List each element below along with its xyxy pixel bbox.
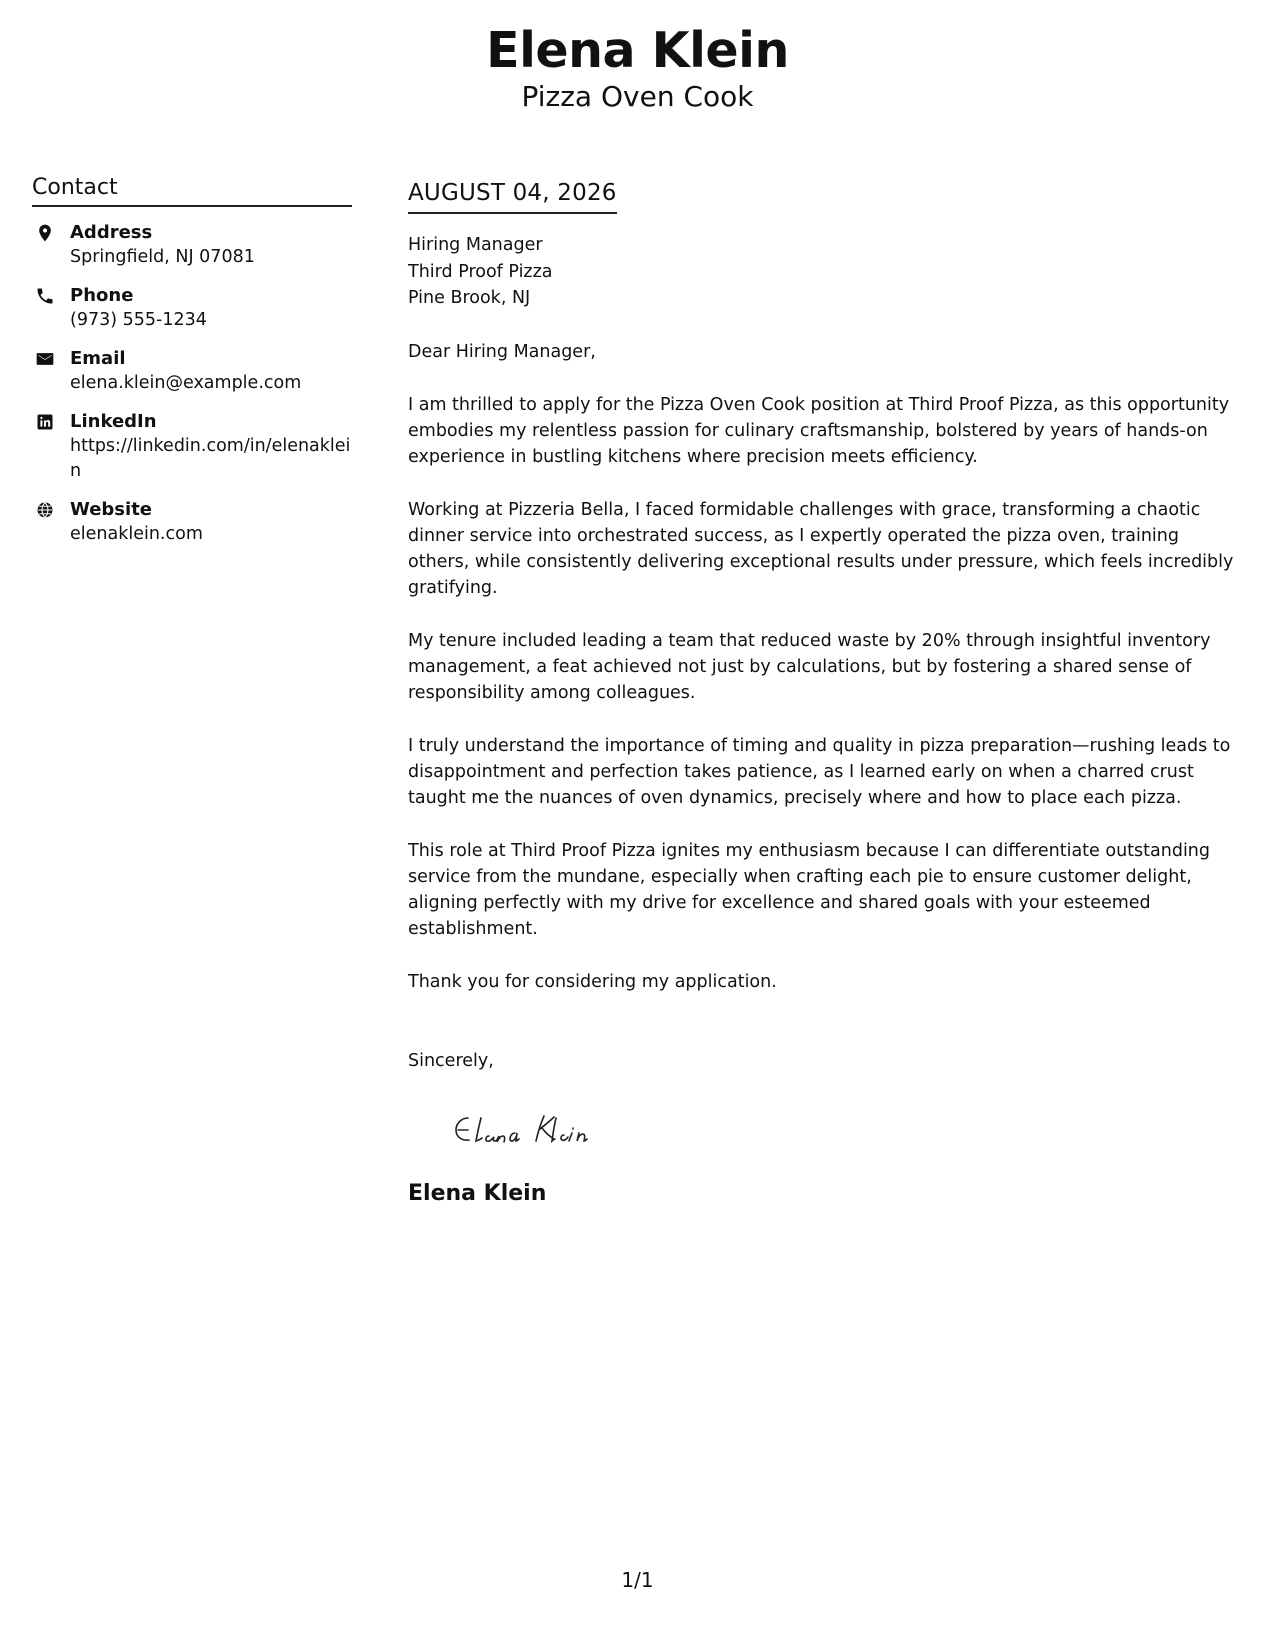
recipient-block bbox=[408, 232, 1240, 312]
signer-name: Elena Klein bbox=[408, 1180, 547, 1206]
contact-sidebar bbox=[32, 174, 352, 547]
recipient-line: Hiring Manager bbox=[408, 235, 543, 255]
linkedin-icon bbox=[35, 412, 55, 432]
contact-label: Website bbox=[70, 499, 153, 520]
recipient-line: Pine Brook, NJ bbox=[408, 288, 531, 308]
letter-body bbox=[408, 178, 1240, 1208]
website-value[interactable]: elenaklein.com bbox=[70, 524, 203, 544]
contact-heading: Contact bbox=[32, 174, 352, 207]
linkedin-value[interactable]: https://linkedin.com/in/elenaklein bbox=[70, 436, 351, 481]
body-paragraph: This role at Third Proof Pizza ignites my enthusiasm because I can differentiate outstanding service from the mundane, especially when crafting each pie to ensure customer delight, aligning perfectly with my drive for excellence and shared goals with your esteemed establishment. bbox=[408, 840, 1211, 939]
signoff: Sincerely, bbox=[408, 1050, 494, 1071]
letter-header bbox=[0, 22, 1275, 114]
contact-item-linkedin bbox=[32, 410, 352, 484]
phone-value: (973) 555-1234 bbox=[70, 310, 207, 330]
letter-date: AUGUST 04, 2026 bbox=[408, 178, 617, 214]
contact-label: LinkedIn bbox=[70, 411, 157, 432]
applicant-name: Elena Klein bbox=[486, 22, 789, 79]
address-value: Springfield, NJ 07081 bbox=[70, 247, 255, 267]
handwritten-signature bbox=[446, 1104, 636, 1154]
body-paragraph: I am thrilled to apply for the Pizza Oven Cook position at Third Proof Pizza, as this opportunity embodies my relentless passion for culinary craftsmanship, bolstered by years of hands-on experience in bustling kitchens where precision meets efficiency. bbox=[408, 394, 1230, 467]
salutation: Dear Hiring Manager, bbox=[408, 341, 596, 362]
body-paragraph: Working at Pizzeria Bella, I faced formidable challenges with grace, transforming a chaotic dinner service into orchestrated success, as I expertly operated the pizza oven, training others, while consistently delivering exceptional results under pressure, which feels incredibly gratifying. bbox=[408, 499, 1234, 598]
contact-item-email bbox=[32, 347, 352, 396]
contact-item-website bbox=[32, 498, 352, 547]
contact-label: Address bbox=[70, 222, 153, 243]
contact-item-address bbox=[32, 221, 352, 270]
closing-line: Thank you for considering my application. bbox=[408, 971, 777, 992]
contact-item-phone bbox=[32, 284, 352, 333]
contact-label: Phone bbox=[70, 285, 134, 306]
job-title: Pizza Oven Cook bbox=[521, 80, 754, 113]
body-paragraph: I truly understand the importance of timing and quality in pizza preparation—rushing leads to disappointment and perfection takes patience, as I learned early on when a charred crust taught me the nuances of oven dynamics, precisely where and how to place each pizza. bbox=[408, 735, 1231, 808]
globe-icon bbox=[35, 500, 55, 520]
body-paragraph: My tenure included leading a team that reduced waste by 20% through insightful inventory management, a feat achieved not just by calculations, but by fostering a shared sense of responsibility among colleagues. bbox=[408, 630, 1211, 703]
email-value[interactable]: elena.klein@example.com bbox=[70, 373, 302, 393]
map-pin-icon bbox=[35, 223, 55, 243]
page-indicator: 1/1 bbox=[621, 1568, 654, 1592]
recipient-line: Third Proof Pizza bbox=[408, 261, 553, 282]
contact-label: Email bbox=[70, 348, 126, 369]
phone-icon bbox=[35, 286, 55, 306]
envelope-icon bbox=[35, 349, 55, 369]
